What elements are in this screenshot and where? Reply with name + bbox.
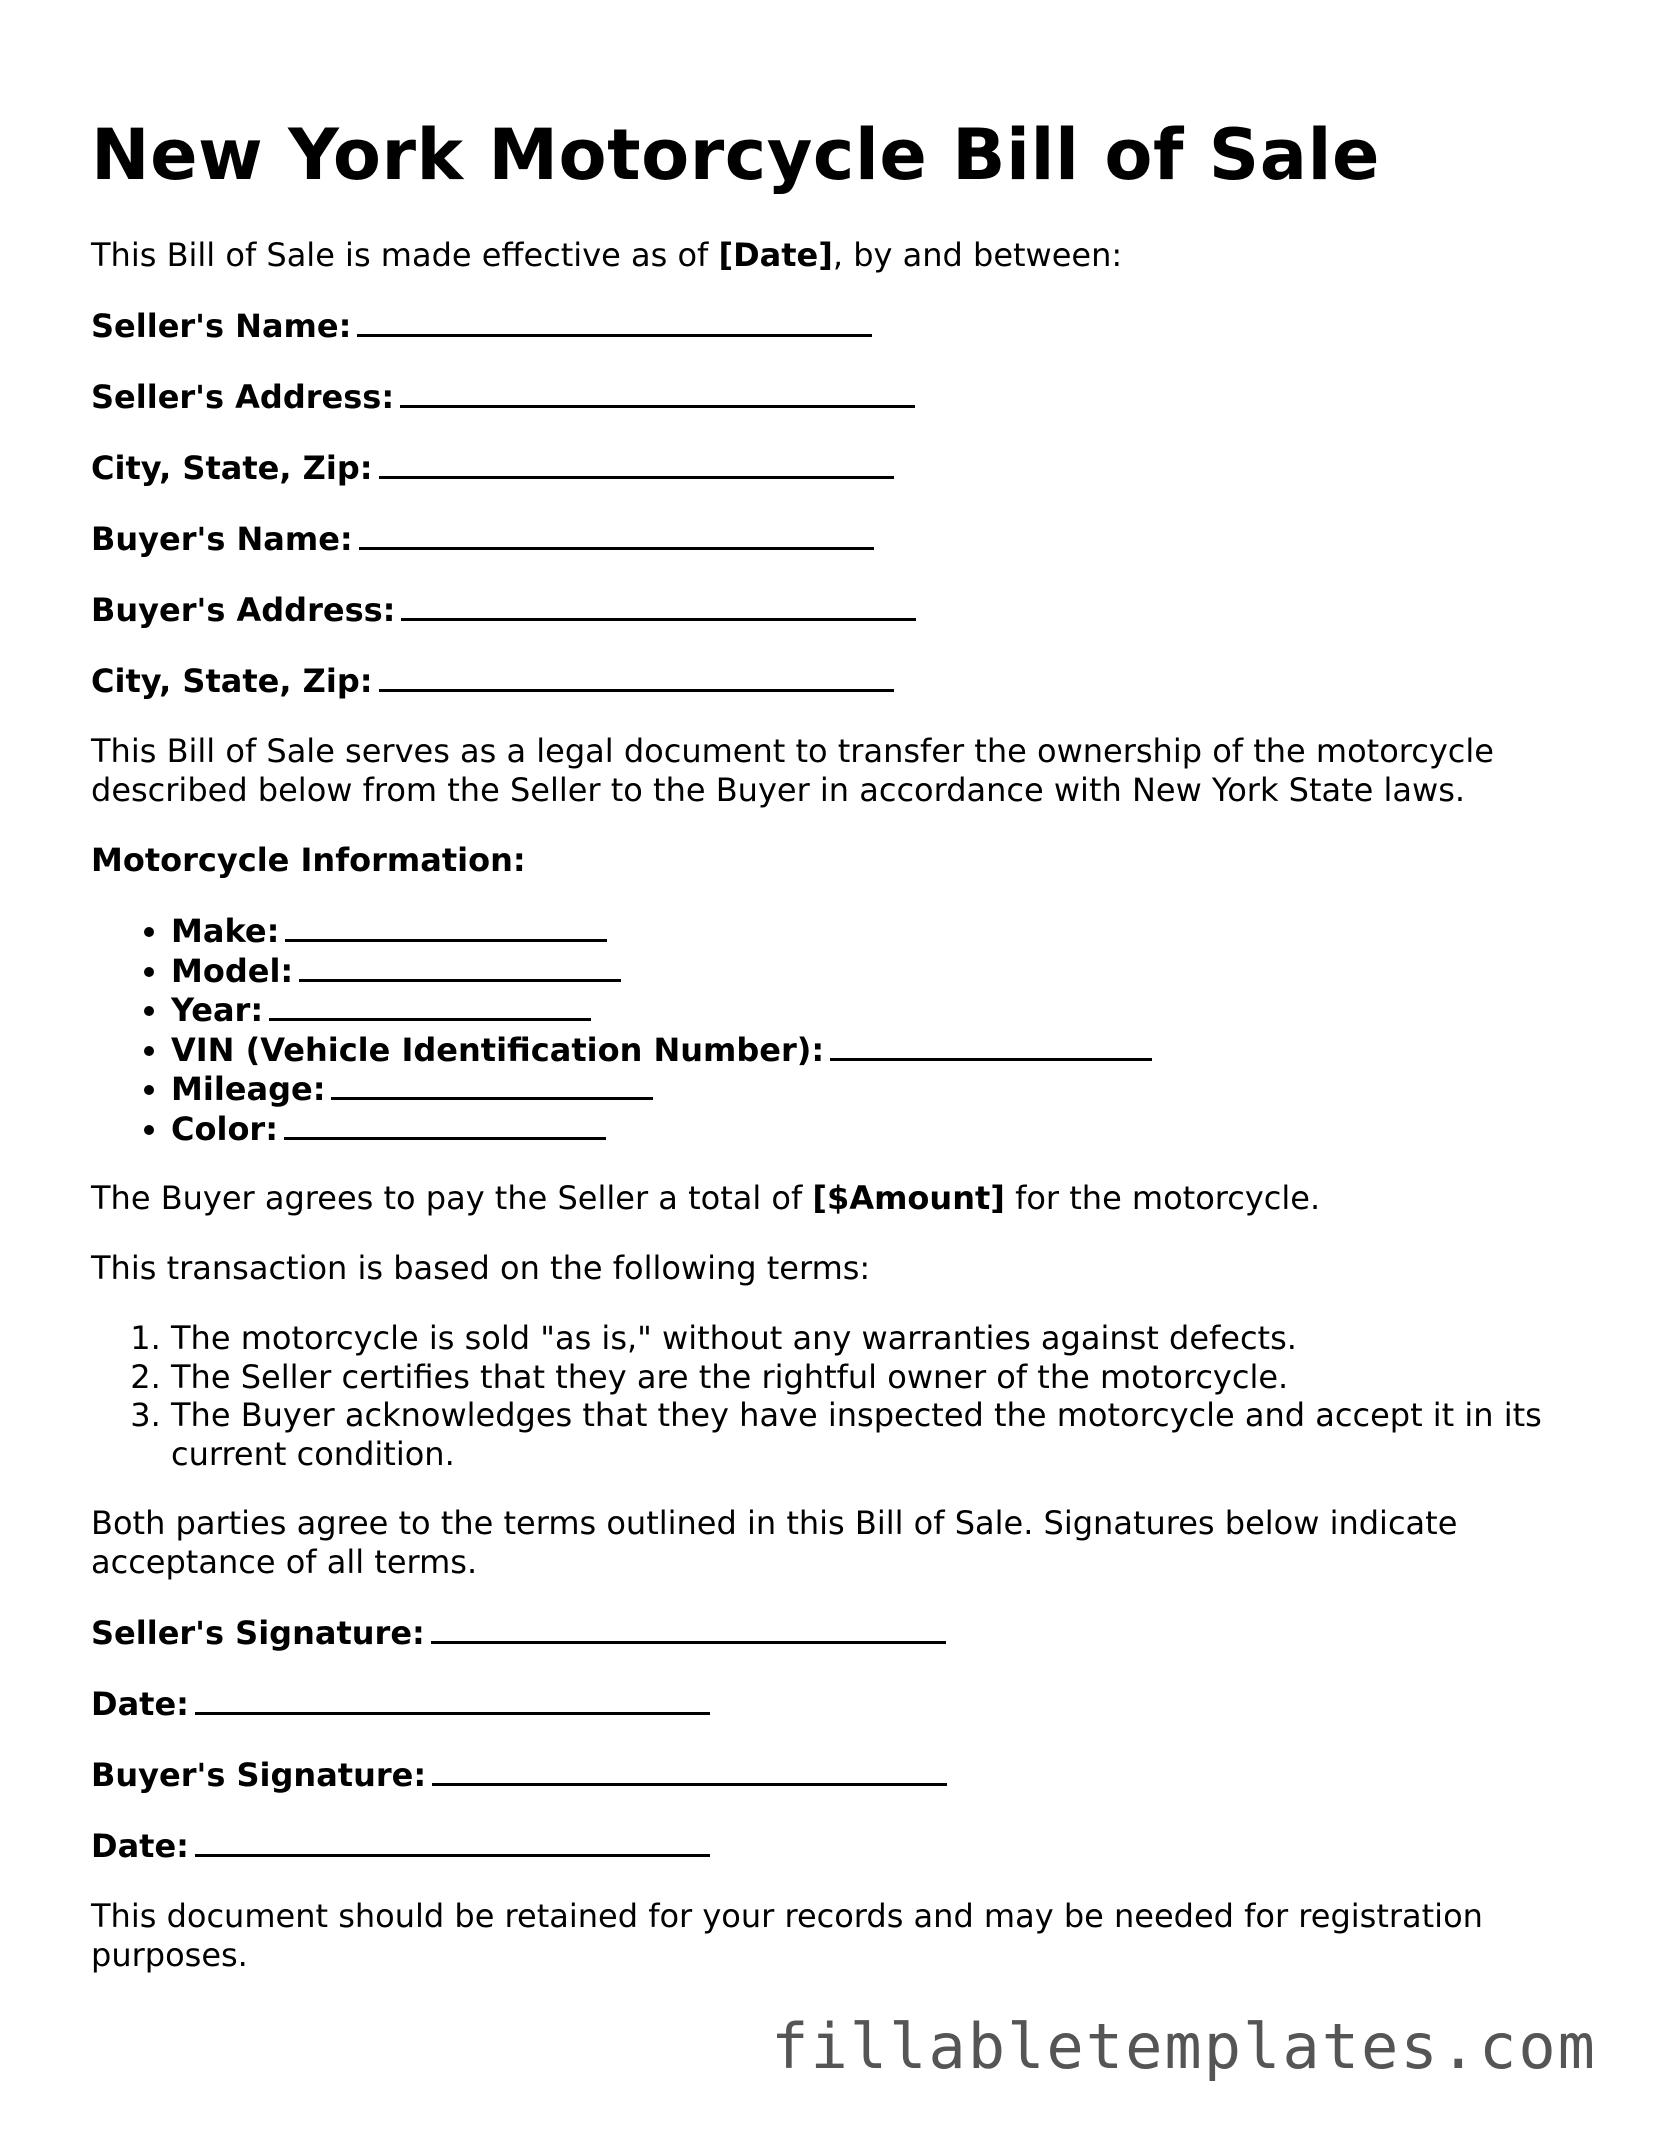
- motorcycle-make-item: [171, 911, 1591, 951]
- seller-city-blank[interactable]: [379, 448, 894, 479]
- year-blank[interactable]: [269, 990, 591, 1021]
- payment-text-after: for the motorcycle.: [1004, 1179, 1321, 1217]
- payment-paragraph: [91, 1179, 1591, 1218]
- seller-city-field: [91, 448, 1591, 488]
- date-placeholder: [Date]: [718, 236, 833, 274]
- vin-label: VIN (Vehicle Identification Number):: [171, 1030, 825, 1069]
- motorcycle-mileage-item: [171, 1069, 1591, 1109]
- terms-list: [91, 1319, 1591, 1473]
- buyer-name-field: [91, 519, 1591, 559]
- document-page: [91, 110, 1591, 2006]
- model-blank[interactable]: [299, 951, 621, 982]
- document-title: New York Motorcycle Bill of Sale: [91, 114, 1380, 196]
- seller-name-field: [91, 306, 1591, 346]
- buyer-signature-field: [91, 1755, 1591, 1795]
- seller-city-label: City, State, Zip:: [91, 449, 373, 487]
- buyer-name-blank[interactable]: [359, 519, 874, 550]
- buyer-city-blank[interactable]: [379, 661, 894, 692]
- motorcycle-model-item: [171, 951, 1591, 991]
- intro-text-before: This Bill of Sale is made effective as of: [91, 236, 719, 274]
- buyer-name-label: Buyer's Name:: [91, 520, 353, 558]
- motorcycle-info-list: [91, 911, 1591, 1148]
- model-label: Model:: [171, 951, 294, 990]
- intro-text-after: , by and between:: [832, 236, 1123, 274]
- seller-signature-blank[interactable]: [431, 1613, 946, 1644]
- term-item: 1. The motorcycle is sold "as is," without any warranties against defects.: [171, 1319, 1591, 1358]
- seller-address-label: Seller's Address:: [91, 378, 395, 416]
- terms-intro: This transaction is based on the following terms:: [91, 1249, 871, 1287]
- term-item: 2. The Seller certifies that they are the rightful owner of the motorcycle.: [171, 1358, 1591, 1397]
- color-blank[interactable]: [284, 1109, 606, 1140]
- buyer-date-blank[interactable]: [195, 1826, 710, 1857]
- motorcycle-info-heading: Motorcycle Information:: [91, 841, 526, 879]
- intro-paragraph: [91, 236, 1591, 275]
- buyer-address-field: [91, 590, 1591, 630]
- buyer-address-label: Buyer's Address:: [91, 591, 396, 629]
- motorcycle-year-item: [171, 990, 1591, 1030]
- color-label: Color:: [171, 1109, 278, 1148]
- closing-paragraph: This document should be retained for your records and may be needed for registration purposes.: [91, 1897, 1483, 1974]
- purpose-paragraph: This Bill of Sale serves as a legal document to transfer the ownership of the motorcycle described below from the Seller to the Buyer in accordance with New York State laws.: [91, 732, 1494, 809]
- motorcycle-color-item: [171, 1109, 1591, 1149]
- make-label: Make:: [171, 912, 280, 950]
- amount-placeholder: [$Amount]: [812, 1179, 1005, 1217]
- buyer-signature-blank[interactable]: [432, 1755, 947, 1786]
- seller-date-label: Date:: [91, 1685, 189, 1723]
- seller-date-field: [91, 1684, 1591, 1724]
- seller-name-label: Seller's Name:: [91, 307, 352, 345]
- seller-signature-label: Seller's Signature:: [91, 1614, 425, 1652]
- term-item: 3. The Buyer acknowledges that they have inspected the motorcycle and accept it in its current condition.: [171, 1396, 1591, 1473]
- make-blank[interactable]: [285, 911, 607, 942]
- buyer-city-field: [91, 661, 1591, 701]
- payment-text-before: The Buyer agrees to pay the Seller a total of: [91, 1179, 813, 1217]
- buyer-signature-label: Buyer's Signature:: [91, 1756, 427, 1794]
- seller-address-blank[interactable]: [400, 377, 915, 408]
- site-watermark: fillabletemplates.com: [771, 2010, 1597, 2083]
- motorcycle-vin-item: [171, 1030, 1591, 1070]
- buyer-date-field: [91, 1826, 1591, 1866]
- mileage-label: Mileage:: [171, 1070, 326, 1108]
- buyer-city-label: City, State, Zip:: [91, 662, 373, 700]
- seller-name-blank[interactable]: [357, 306, 872, 337]
- seller-date-blank[interactable]: [195, 1684, 710, 1715]
- buyer-address-blank[interactable]: [401, 590, 916, 621]
- mileage-blank[interactable]: [331, 1069, 653, 1100]
- vin-blank[interactable]: [830, 1030, 1152, 1061]
- buyer-date-label: Date:: [91, 1827, 189, 1865]
- year-label: Year:: [171, 991, 264, 1029]
- seller-signature-field: [91, 1613, 1591, 1653]
- agreement-paragraph: Both parties agree to the terms outlined in this Bill of Sale. Signatures below indicate acceptance of all terms.: [91, 1504, 1458, 1581]
- seller-address-field: [91, 377, 1591, 417]
